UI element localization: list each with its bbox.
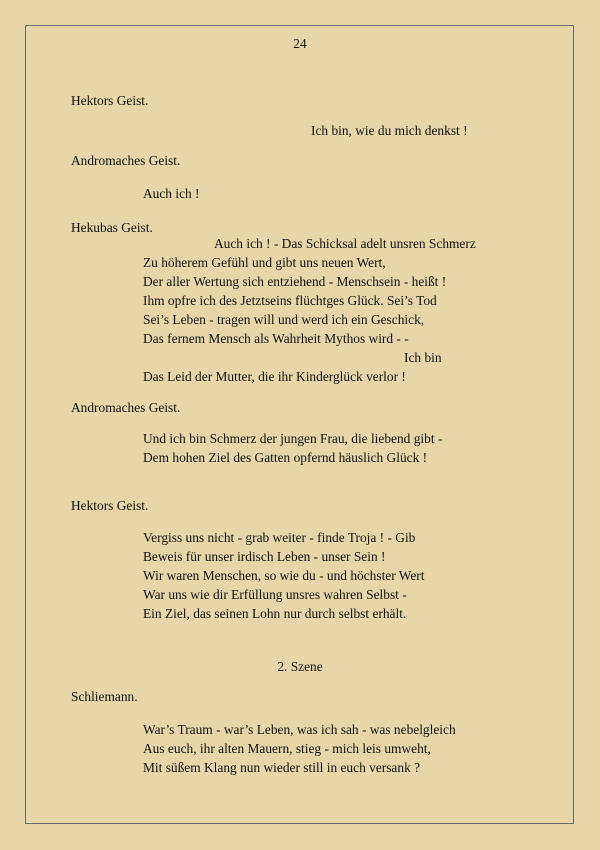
verse-line: Ein Ziel, das seinen Lohn nur durch selbst erhält. bbox=[143, 606, 407, 621]
speaker-schliemann: Schliemann. bbox=[71, 689, 138, 704]
verse-line: Sei’s Leben - tragen will und werd ich ein Geschick, bbox=[143, 312, 425, 327]
speaker-hekuba: Hekubas Geist. bbox=[71, 220, 153, 235]
verse-line: War uns wie dir Erfüllung unsres wahren Selbst - bbox=[143, 587, 407, 602]
verse-line: Wir waren Menschen, so wie du - und höchster Wert bbox=[143, 568, 425, 583]
speaker-hektor: Hektors Geist. bbox=[71, 498, 149, 513]
page-number: 24 bbox=[293, 36, 307, 51]
verse-line: Das fernem Mensch als Wahrheit Mythos wird - - bbox=[143, 331, 409, 346]
verse-line: Auch ich ! bbox=[143, 186, 200, 201]
verse-line: Beweis für unser irdisch Leben - unser Sein ! bbox=[143, 549, 386, 564]
verse-line: Ihm opfre ich des Jetztseins flüchtges Glück. Sei’s Tod bbox=[143, 293, 437, 308]
verse-line: Ich bin, wie du mich denkst ! bbox=[311, 123, 468, 138]
verse-line: War’s Traum - war’s Leben, was ich sah - was nebelgleich bbox=[143, 722, 456, 737]
speaker-andromache: Andromaches Geist. bbox=[71, 153, 181, 168]
verse-line: Auch ich ! - Das Schicksal adelt unsren Schmerz bbox=[214, 236, 476, 251]
verse-line: Der aller Wertung sich entziehend - Menschsein - heißt ! bbox=[143, 274, 447, 289]
verse-line: Das Leid der Mutter, die ihr Kinderglück verlor ! bbox=[143, 369, 406, 384]
verse-line: Aus euch, ihr alten Mauern, stieg - mich leis umweht, bbox=[143, 741, 431, 756]
speaker-hektor: Hektors Geist. bbox=[71, 93, 149, 108]
verse-line: Zu höherem Gefühl und gibt uns neuen Wert, bbox=[143, 255, 386, 270]
speaker-andromache: Andromaches Geist. bbox=[71, 400, 181, 415]
verse-line: Vergiss uns nicht - grab weiter - finde Troja ! - Gib bbox=[143, 530, 416, 545]
scene-heading: 2. Szene bbox=[277, 659, 323, 674]
verse-line: Dem hohen Ziel des Gatten opfernd häuslich Glück ! bbox=[143, 450, 428, 465]
verse-line: Und ich bin Schmerz der jungen Frau, die liebend gibt - bbox=[143, 431, 443, 446]
verse-line: Mit süßem Klang nun wieder still in euch versank ? bbox=[143, 760, 421, 775]
verse-line: Ich bin bbox=[404, 350, 442, 365]
